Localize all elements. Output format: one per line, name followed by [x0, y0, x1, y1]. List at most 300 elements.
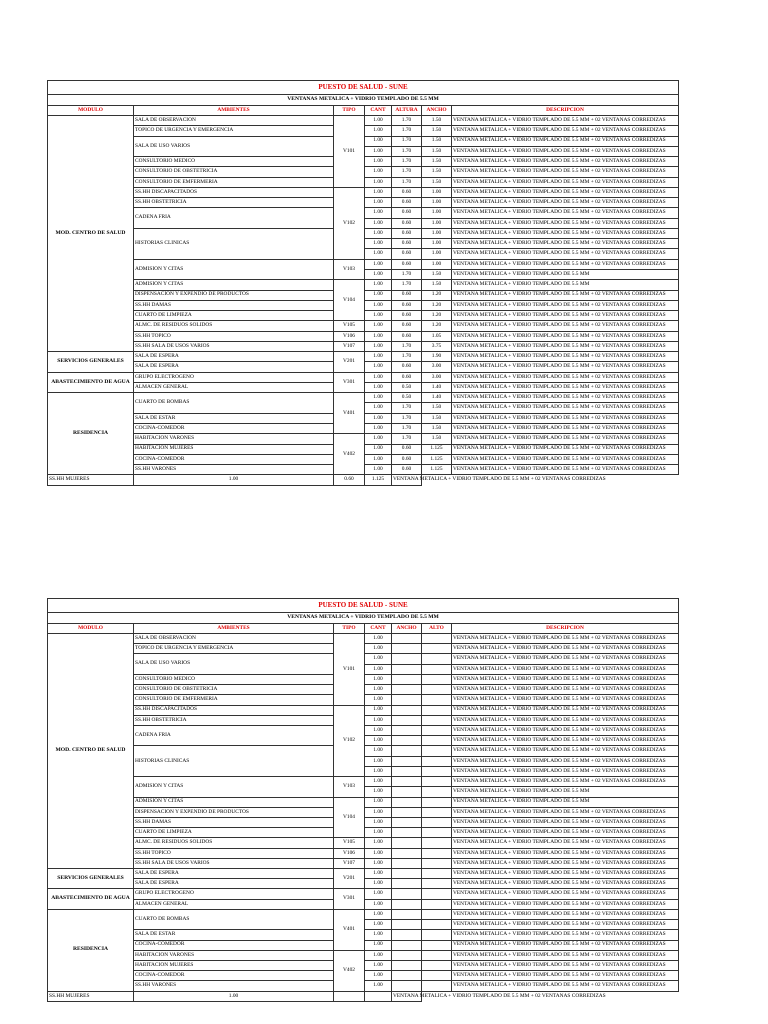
cant-cell: 1.00 — [365, 423, 392, 433]
dim2-cell — [422, 838, 452, 848]
cant-cell: 1.00 — [365, 444, 392, 454]
table-row — [48, 372, 679, 382]
descripcion-cell: VENTANA METALICA + VIDRIO TEMPLADO DE 5.5 MM + 02 VENTANAS CORREDIZAS — [452, 157, 679, 167]
dim2-cell: 3.75 — [422, 341, 452, 351]
ambiente-cell: COCINA-COMEDOR — [134, 971, 334, 981]
descripcion-cell: VENTANA METALICA + VIDRIO TEMPLADO DE 5.5 MM + 02 VENTANAS CORREDIZAS — [452, 766, 679, 776]
tipo-cell: V201 — [334, 869, 365, 889]
cant-cell: 1.00 — [365, 685, 392, 695]
dim1-cell: 0.60 — [392, 290, 422, 300]
ambiente-cell: CADENA FRIA — [134, 208, 334, 229]
column-header: ANCHO — [392, 624, 422, 634]
table-row — [48, 187, 679, 197]
cant-cell: 1.00 — [365, 899, 392, 909]
dim2-cell: 1.00 — [422, 228, 452, 238]
ambiente-cell: SALA DE OBSERVACION — [134, 634, 334, 644]
table-row — [48, 634, 679, 644]
dim2-cell — [422, 766, 452, 776]
table-row — [48, 848, 679, 858]
dim2-cell — [422, 920, 452, 930]
dim1-cell: 1.70 — [392, 167, 422, 177]
column-header: MODULO — [48, 624, 134, 634]
descripcion-cell: VENTANA METALICA + VIDRIO TEMPLADO DE 5.5 MM + 02 VENTANAS CORREDIZAS — [452, 695, 679, 705]
module-cell: ABASTECIMIENTO DE AGUA — [48, 372, 134, 393]
tipo-cell: V401 — [334, 393, 365, 434]
dim1-cell: 0.60 — [392, 259, 422, 269]
ambiente-cell: CUARTO DE LIMPIEZA — [134, 828, 334, 838]
descripcion-cell: VENTANA METALICA + VIDRIO TEMPLADO DE 5.5 MM + 02 VENTANAS CORREDIZAS — [452, 331, 679, 341]
cant-cell: 1.00 — [365, 177, 392, 187]
descripcion-cell: VENTANA METALICA + VIDRIO TEMPLADO DE 5.5 MM + 02 VENTANAS CORREDIZAS — [452, 889, 679, 899]
ambiente-cell: HABITACION VARONES — [134, 434, 334, 444]
ambiente-cell: ALMC. DE RESIDUOS SOLIDOS — [134, 321, 334, 331]
dim2-cell — [422, 971, 452, 981]
dim1-cell — [392, 787, 422, 797]
dim1-cell — [392, 869, 422, 879]
module-cell: MOD. CENTRO DE SALUD — [48, 116, 134, 352]
dim2-cell — [422, 705, 452, 715]
dim1-cell: 1.70 — [392, 146, 422, 156]
dim1-cell: 0.60 — [392, 198, 422, 208]
descripcion-cell: VENTANA METALICA + VIDRIO TEMPLADO DE 5.5 MM — [452, 269, 679, 279]
descripcion-cell: VENTANA METALICA + VIDRIO TEMPLADO DE 5.5 MM — [452, 797, 679, 807]
dim1-cell — [334, 991, 365, 1001]
descripcion-cell: VENTANA METALICA + VIDRIO TEMPLADO DE 5.5 MM + 02 VENTANAS CORREDIZAS — [452, 899, 679, 909]
ambiente-cell: SALA DE ESPERA — [134, 362, 334, 372]
ambiente-cell: CUARTO DE LIMPIEZA — [134, 311, 334, 321]
cant-cell: 1.00 — [365, 746, 392, 756]
descripcion-cell: VENTANA METALICA + VIDRIO TEMPLADO DE 5.5 MM + 02 VENTANAS CORREDIZAS — [452, 187, 679, 197]
title-row — [48, 81, 679, 95]
dim1-cell: 0.60 — [392, 208, 422, 218]
ambiente-cell: SS.HH VARONES — [134, 465, 334, 475]
ambiente-cell: SS.HH MUJERES — [48, 475, 134, 485]
descripcion-cell: VENTANA METALICA + VIDRIO TEMPLADO DE 5.5 MM + 02 VENTANAS CORREDIZAS — [452, 403, 679, 413]
tipo-cell: V301 — [334, 889, 365, 909]
descripcion-cell: VENTANA METALICA + VIDRIO TEMPLADO DE 5.5 MM + 02 VENTANAS CORREDIZAS — [452, 930, 679, 940]
ambiente-cell: SS.HH TOPICO — [134, 848, 334, 858]
cant-cell: 1.00 — [365, 136, 392, 146]
cant-cell: 1.00 — [365, 454, 392, 464]
dim2-cell — [422, 981, 452, 991]
descripcion-cell: VENTANA METALICA + VIDRIO TEMPLADO DE 5.5 MM + 02 VENTANAS CORREDIZAS — [452, 393, 679, 403]
dim2-cell: 1.00 — [422, 187, 452, 197]
descripcion-cell: VENTANA METALICA + VIDRIO TEMPLADO DE 5.5 MM + 02 VENTANAS CORREDIZAS — [452, 817, 679, 827]
ambiente-cell: HABITACION MUJERES — [134, 961, 334, 971]
ambiente-cell: CONSULTORIO MEDICO — [134, 157, 334, 167]
dim1-cell — [392, 930, 422, 940]
dim2-cell — [422, 685, 452, 695]
tipo-cell: V101 — [334, 634, 365, 706]
ambiente-cell: SS.HH TOPICO — [134, 331, 334, 341]
dim2-cell — [422, 879, 452, 889]
dim2-cell: 1.00 — [422, 259, 452, 269]
descripcion-cell: VENTANA METALICA + VIDRIO TEMPLADO DE 5.5 MM + 02 VENTANAS CORREDIZAS — [452, 413, 679, 423]
table-row — [48, 838, 679, 848]
cant-cell: 1.00 — [365, 858, 392, 868]
dim1-cell — [392, 736, 422, 746]
tipo-cell: V104 — [334, 280, 365, 321]
dim2-cell — [422, 654, 452, 664]
dim2-cell: 1.50 — [422, 413, 452, 423]
descripcion-cell: VENTANA METALICA + VIDRIO TEMPLADO DE 5.5 MM + 02 VENTANAS CORREDIZAS — [452, 423, 679, 433]
descripcion-cell: VENTANA METALICA + VIDRIO TEMPLADO DE 5.5 MM + 02 VENTANAS CORREDIZAS — [452, 382, 679, 392]
dim2-cell: 1.00 — [422, 198, 452, 208]
dim2-cell: 1.50 — [422, 146, 452, 156]
ambiente-cell: ALMC. DE RESIDUOS SOLIDOS — [134, 838, 334, 848]
sheet-subtitle: VENTANAS METALICA + VIDRIO TEMPLADO DE 5.5 MM — [48, 613, 679, 624]
dim1-cell — [392, 817, 422, 827]
ambiente-cell: SALA DE USO VARIOS — [134, 136, 334, 157]
dim1-cell — [392, 920, 422, 930]
descripcion-cell: VENTANA METALICA + VIDRIO TEMPLADO DE 5.5 MM + 02 VENTANAS CORREDIZAS — [452, 465, 679, 475]
descripcion-cell: VENTANA METALICA + VIDRIO TEMPLADO DE 5.5 MM + 02 VENTANAS CORREDIZAS — [452, 777, 679, 787]
cant-cell: 1.00 — [365, 879, 392, 889]
dim2-cell — [422, 961, 452, 971]
column-header: CANT — [365, 106, 392, 116]
ambiente-cell: SS.HH MUJERES — [48, 991, 134, 1001]
dim1-cell: 1.70 — [392, 280, 422, 290]
cant-cell: 1.00 — [365, 116, 392, 126]
descripcion-cell: VENTANA METALICA + VIDRIO TEMPLADO DE 5.5 MM + 02 VENTANAS CORREDIZAS — [452, 372, 679, 382]
ambiente-cell: SALA DE ESTAR — [134, 413, 334, 423]
sheet-subtitle: VENTANAS METALICA + VIDRIO TEMPLADO DE 5.5 MM — [48, 95, 679, 106]
descripcion-cell: VENTANA METALICA + VIDRIO TEMPLADO DE 5.5 MM + 02 VENTANAS CORREDIZAS — [452, 239, 679, 249]
cant-cell: 1.00 — [365, 300, 392, 310]
ambiente-cell: SALA DE ESPERA — [134, 869, 334, 879]
descripcion-cell: VENTANA METALICA + VIDRIO TEMPLADO DE 5.5 MM + 02 VENTANAS CORREDIZAS — [452, 634, 679, 644]
ambiente-cell: GRUPO ELECTROGENO — [134, 372, 334, 382]
dim1-cell: 1.70 — [392, 136, 422, 146]
ambiente-cell: HABITACION MUJERES — [134, 444, 334, 454]
descripcion-cell: VENTANA METALICA + VIDRIO TEMPLADO DE 5.5 MM + 02 VENTANAS CORREDIZAS — [452, 146, 679, 156]
dim1-cell: 0.60 — [392, 454, 422, 464]
ambiente-cell: SALA DE USO VARIOS — [134, 654, 334, 674]
dim2-cell: 1.40 — [422, 393, 452, 403]
ambiente-cell: CONSULTORIO DE OBSTETRICIA — [134, 685, 334, 695]
dim1-cell: 0.50 — [392, 382, 422, 392]
table-row — [48, 321, 679, 331]
dim2-cell: 1.20 — [422, 321, 452, 331]
cant-cell: 1.00 — [365, 940, 392, 950]
dim1-cell: 0.60 — [392, 331, 422, 341]
dim2-cell — [422, 848, 452, 858]
dim1-cell: 0.60 — [392, 362, 422, 372]
ambiente-cell: COCINA-COMEDOR — [134, 940, 334, 950]
descripcion-cell: VENTANA METALICA + VIDRIO TEMPLADO DE 5.5 MM + 02 VENTANAS CORREDIZAS — [452, 208, 679, 218]
ambiente-cell: CONSULTORIO MEDICO — [134, 674, 334, 684]
dim1-cell — [392, 766, 422, 776]
ambiente-cell: CUARTO DE BOMBAS — [134, 393, 334, 414]
descripcion-cell: VENTANA METALICA + VIDRIO TEMPLADO DE 5.5 MM + 02 VENTANAS CORREDIZAS — [452, 736, 679, 746]
descripcion-cell: VENTANA METALICA + VIDRIO TEMPLADO DE 5.5 MM + 02 VENTANAS CORREDIZAS — [452, 644, 679, 654]
dim2-cell — [422, 787, 452, 797]
table-row — [48, 777, 679, 787]
dim2-cell — [422, 889, 452, 899]
dim1-cell — [392, 746, 422, 756]
cant-cell: 1.00 — [365, 736, 392, 746]
dim2-cell: 1.20 — [422, 290, 452, 300]
ambiente-cell: ALMACEN GENERAL — [134, 382, 334, 392]
cant-cell: 1.00 — [365, 828, 392, 838]
ambiente-cell: SALA DE ESPERA — [134, 879, 334, 889]
dim1-cell — [392, 848, 422, 858]
ambiente-cell: SS.HH OBSTETRICIA — [134, 198, 334, 208]
dim2-cell: 1.50 — [422, 269, 452, 279]
cant-cell: 1.00 — [365, 362, 392, 372]
cant-cell: 1.00 — [365, 715, 392, 725]
column-header: TIPO — [334, 624, 365, 634]
dim2-cell: 1.90 — [422, 352, 452, 362]
ambiente-cell: ALMACEN GENERAL — [134, 899, 334, 909]
table-row — [48, 331, 679, 341]
dim1-cell — [392, 654, 422, 664]
dim1-cell: 1.70 — [392, 269, 422, 279]
ambiente-cell: CUARTO DE BOMBAS — [134, 909, 334, 929]
dim1-cell — [392, 695, 422, 705]
tipo-cell: V106 — [334, 331, 365, 341]
table-row — [48, 259, 679, 269]
cant-cell: 1.00 — [365, 950, 392, 960]
module-cell: RESIDENCIA — [48, 393, 134, 475]
table-row — [48, 858, 679, 868]
dim2-cell — [422, 930, 452, 940]
cant-cell: 1.00 — [365, 280, 392, 290]
descripcion-cell: VENTANA METALICA + VIDRIO TEMPLADO DE 5.5 MM + 02 VENTANAS CORREDIZAS — [452, 321, 679, 331]
descripcion-cell: VENTANA METALICA + VIDRIO TEMPLADO DE 5.5 MM — [452, 280, 679, 290]
dim2-cell — [422, 756, 452, 766]
cant-cell: 1.00 — [365, 239, 392, 249]
dim2-cell — [422, 715, 452, 725]
descripcion-cell: VENTANA METALICA + VIDRIO TEMPLADO DE 5.5 MM + 02 VENTANAS CORREDIZAS — [452, 756, 679, 766]
dim1-cell: 0.60 — [392, 372, 422, 382]
dim1-cell: 1.70 — [392, 413, 422, 423]
dim1-cell — [392, 715, 422, 725]
descripcion-cell: VENTANA METALICA + VIDRIO TEMPLADO DE 5.5 MM + 02 VENTANAS CORREDIZAS — [452, 218, 679, 228]
dim1-cell: 0.60 — [392, 444, 422, 454]
table-row — [48, 950, 679, 960]
descripcion-cell: VENTANA METALICA + VIDRIO TEMPLADO DE 5.5 MM + 02 VENTANAS CORREDIZAS — [452, 869, 679, 879]
tipo-cell: V104 — [334, 797, 365, 838]
cant-cell: 1.00 — [365, 756, 392, 766]
dim2-cell — [422, 797, 452, 807]
ambiente-cell: HABITACION VARONES — [134, 950, 334, 960]
dim2-cell — [422, 736, 452, 746]
tipo-cell: V103 — [334, 777, 365, 797]
cant-cell: 1.00 — [365, 352, 392, 362]
dim2-cell: 3.00 — [422, 372, 452, 382]
tipo-cell: V106 — [334, 848, 365, 858]
descripcion-cell: VENTANA METALICA + VIDRIO TEMPLADO DE 5.5 MM + 02 VENTANAS CORREDIZAS — [452, 228, 679, 238]
descripcion-cell: VENTANA METALICA + VIDRIO TEMPLADO DE 5.5 MM + 02 VENTANAS CORREDIZAS — [452, 909, 679, 919]
cant-cell: 1.00 — [365, 228, 392, 238]
cant-cell: 1.00 — [365, 321, 392, 331]
header-row — [48, 624, 679, 634]
cant-cell: 1.00 — [365, 413, 392, 423]
dim1-cell: 1.70 — [392, 403, 422, 413]
dim2-cell — [422, 899, 452, 909]
descripcion-cell: VENTANA METALICA + VIDRIO TEMPLADO DE 5.5 MM + 02 VENTANAS CORREDIZAS — [452, 362, 679, 372]
dim1-cell — [392, 756, 422, 766]
descripcion-cell: VENTANA METALICA + VIDRIO TEMPLADO DE 5.5 MM + 02 VENTANAS CORREDIZAS — [452, 981, 679, 991]
dim2-cell: 1.50 — [422, 403, 452, 413]
window-schedule-sheet-2 — [47, 598, 678, 1002]
dim2-cell: 1.50 — [422, 136, 452, 146]
dim1-cell: 0.60 — [392, 239, 422, 249]
dim1-cell: 1.70 — [392, 126, 422, 136]
dim2-cell — [422, 950, 452, 960]
dim2-cell — [422, 644, 452, 654]
dim2-cell: 1.50 — [422, 126, 452, 136]
cant-cell: 1.00 — [365, 187, 392, 197]
ambiente-cell: SALA DE ESTAR — [134, 930, 334, 940]
dim2-cell: 1.125 — [422, 465, 452, 475]
cant-cell: 1.00 — [365, 146, 392, 156]
dim1-cell — [392, 971, 422, 981]
dim1-cell — [392, 858, 422, 868]
dim1-cell — [392, 899, 422, 909]
dim2-cell: 1.00 — [422, 239, 452, 249]
dim2-cell — [365, 991, 392, 1001]
dim1-cell — [392, 981, 422, 991]
dim1-cell: 0.60 — [392, 311, 422, 321]
descripcion-cell: VENTANA METALICA + VIDRIO TEMPLADO DE 5.5 MM + 02 VENTANAS CORREDIZAS — [452, 664, 679, 674]
descripcion-cell: VENTANA METALICA + VIDRIO TEMPLADO DE 5.5 MM + 02 VENTANAS CORREDIZAS — [452, 654, 679, 664]
ambiente-cell: ADMISION Y CITAS — [134, 259, 334, 280]
dim2-cell — [422, 746, 452, 756]
dim1-cell — [392, 674, 422, 684]
table-row — [48, 869, 679, 879]
dim2-cell: 1.50 — [422, 423, 452, 433]
dim2-cell — [422, 674, 452, 684]
dim1-cell: 0.60 — [392, 300, 422, 310]
dim2-cell — [422, 777, 452, 787]
dim1-cell: 0.60 — [392, 321, 422, 331]
dim2-cell — [422, 664, 452, 674]
tipo-cell: V401 — [334, 909, 365, 950]
dim1-cell — [392, 664, 422, 674]
column-header: AMBIENTES — [134, 106, 334, 116]
ambiente-cell: CONSULTORIO DE EMFERMERIA — [134, 695, 334, 705]
window-schedule-table — [47, 598, 679, 1002]
ambiente-cell: COCINA-COMEDOR — [134, 423, 334, 433]
ambiente-cell: SS.HH DISCAPACITADOS — [134, 705, 334, 715]
cant-cell: 1.00 — [365, 981, 392, 991]
dim1-cell: 0.60 — [392, 249, 422, 259]
table-row — [48, 280, 679, 290]
cant-cell: 1.00 — [365, 218, 392, 228]
dim2-cell — [422, 725, 452, 735]
dim1-cell — [392, 909, 422, 919]
dim1-cell: 1.70 — [392, 177, 422, 187]
tipo-cell: V402 — [334, 950, 365, 991]
dim2-cell — [422, 817, 452, 827]
cant-cell: 1.00 — [365, 290, 392, 300]
column-header: ALTURA — [392, 106, 422, 116]
dim1-cell — [392, 838, 422, 848]
descripcion-cell: VENTANA METALICA + VIDRIO TEMPLADO DE 5.5 MM + 02 VENTANAS CORREDIZAS — [452, 311, 679, 321]
table-row — [48, 116, 679, 126]
dim1-cell: 1.70 — [392, 341, 422, 351]
ambiente-cell: HISTORIAS CLINICAS — [134, 228, 334, 259]
descripcion-cell: VENTANA METALICA + VIDRIO TEMPLADO DE 5.5 MM + 02 VENTANAS CORREDIZAS — [452, 352, 679, 362]
dim2-cell: 1.50 — [422, 177, 452, 187]
dim1-cell — [392, 807, 422, 817]
dim1-cell — [392, 644, 422, 654]
ambiente-cell: HISTORIAS CLINICAS — [134, 746, 334, 777]
dim2-cell: 1.50 — [422, 167, 452, 177]
dim2-cell — [422, 634, 452, 644]
dim1-cell: 1.70 — [392, 116, 422, 126]
cant-cell: 1.00 — [365, 269, 392, 279]
table-row — [48, 352, 679, 362]
ambiente-cell: CONSULTORIO DE EMFERMERIA — [134, 177, 334, 187]
column-header: AMBIENTES — [134, 624, 334, 634]
cant-cell: 1.00 — [365, 382, 392, 392]
cant-cell: 1.00 — [365, 971, 392, 981]
dim2-cell — [422, 695, 452, 705]
cant-cell: 1.00 — [365, 311, 392, 321]
descripcion-cell: VENTANA METALICA + VIDRIO TEMPLADO DE 5.5 MM + 02 VENTANAS CORREDIZAS — [452, 444, 679, 454]
module-cell: ABASTECIMIENTO DE AGUA — [48, 889, 134, 909]
cant-cell: 1.00 — [365, 465, 392, 475]
ambiente-cell: SS.HH DAMAS — [134, 300, 334, 310]
dim1-cell: 0.60 — [392, 218, 422, 228]
dim2-cell — [422, 828, 452, 838]
cant-cell: 1.00 — [365, 909, 392, 919]
tipo-cell: V105 — [334, 838, 365, 848]
descripcion-cell: VENTANA METALICA + VIDRIO TEMPLADO DE 5.5 MM + 02 VENTANAS CORREDIZAS — [452, 879, 679, 889]
dim1-cell: 0.60 — [392, 228, 422, 238]
cant-cell: 1.00 — [365, 434, 392, 444]
descripcion-cell: VENTANA METALICA + VIDRIO TEMPLADO DE 5.5 MM + 02 VENTANAS CORREDIZAS — [452, 136, 679, 146]
window-schedule-sheet-1 — [47, 80, 678, 486]
column-header: CANT — [365, 624, 392, 634]
descripcion-cell: VENTANA METALICA + VIDRIO TEMPLADO DE 5.5 MM + 02 VENTANAS CORREDIZAS — [452, 167, 679, 177]
ambiente-cell: DISPENSACION Y EXPENDIO DE PRODUCTOS — [134, 807, 334, 817]
cant-cell: 1.00 — [365, 961, 392, 971]
tipo-cell: V201 — [334, 352, 365, 373]
module-cell: MOD. CENTRO DE SALUD — [48, 634, 134, 869]
dim2-cell: 1.50 — [422, 434, 452, 444]
tipo-cell: V102 — [334, 705, 365, 777]
descripcion-cell: VENTANA METALICA + VIDRIO TEMPLADO DE 5.5 MM + 02 VENTANAS CORREDIZAS — [452, 126, 679, 136]
cant-cell: 1.00 — [365, 372, 392, 382]
descripcion-cell: VENTANA METALICA + VIDRIO TEMPLADO DE 5.5 MM + 02 VENTANAS CORREDIZAS — [392, 991, 422, 1001]
dim2-cell — [422, 909, 452, 919]
dim1-cell — [392, 725, 422, 735]
ambiente-cell: GRUPO ELECTROGENO — [134, 889, 334, 899]
descripcion-cell: VENTANA METALICA + VIDRIO TEMPLADO DE 5.5 MM + 02 VENTANAS CORREDIZAS — [452, 434, 679, 444]
cant-cell: 1.00 — [365, 930, 392, 940]
dim1-cell — [392, 634, 422, 644]
dim1-cell: 1.70 — [392, 423, 422, 433]
dim2-cell: 1.50 — [422, 280, 452, 290]
cant-cell: 1.00 — [365, 259, 392, 269]
cant-cell: 1.00 — [134, 475, 334, 485]
dim2-cell: 1.20 — [422, 311, 452, 321]
ambiente-cell: SS.HH SALA DE USOS VARIOS — [134, 858, 334, 868]
tipo-cell: V402 — [334, 434, 365, 475]
dim2-cell: 1.125 — [365, 475, 392, 485]
ambiente-cell: TOPICO DE URGENCIA Y EMERGENCIA — [134, 644, 334, 654]
descripcion-cell: VENTANA METALICA + VIDRIO TEMPLADO DE 5.5 MM + 02 VENTANAS CORREDIZAS — [452, 950, 679, 960]
descripcion-cell: VENTANA METALICA + VIDRIO TEMPLADO DE 5.5 MM + 02 VENTANAS CORREDIZAS — [452, 838, 679, 848]
dim1-cell — [392, 705, 422, 715]
descripcion-cell: VENTANA METALICA + VIDRIO TEMPLADO DE 5.5 MM + 02 VENTANAS CORREDIZAS — [452, 198, 679, 208]
dim2-cell — [422, 858, 452, 868]
table-row — [48, 991, 679, 1001]
